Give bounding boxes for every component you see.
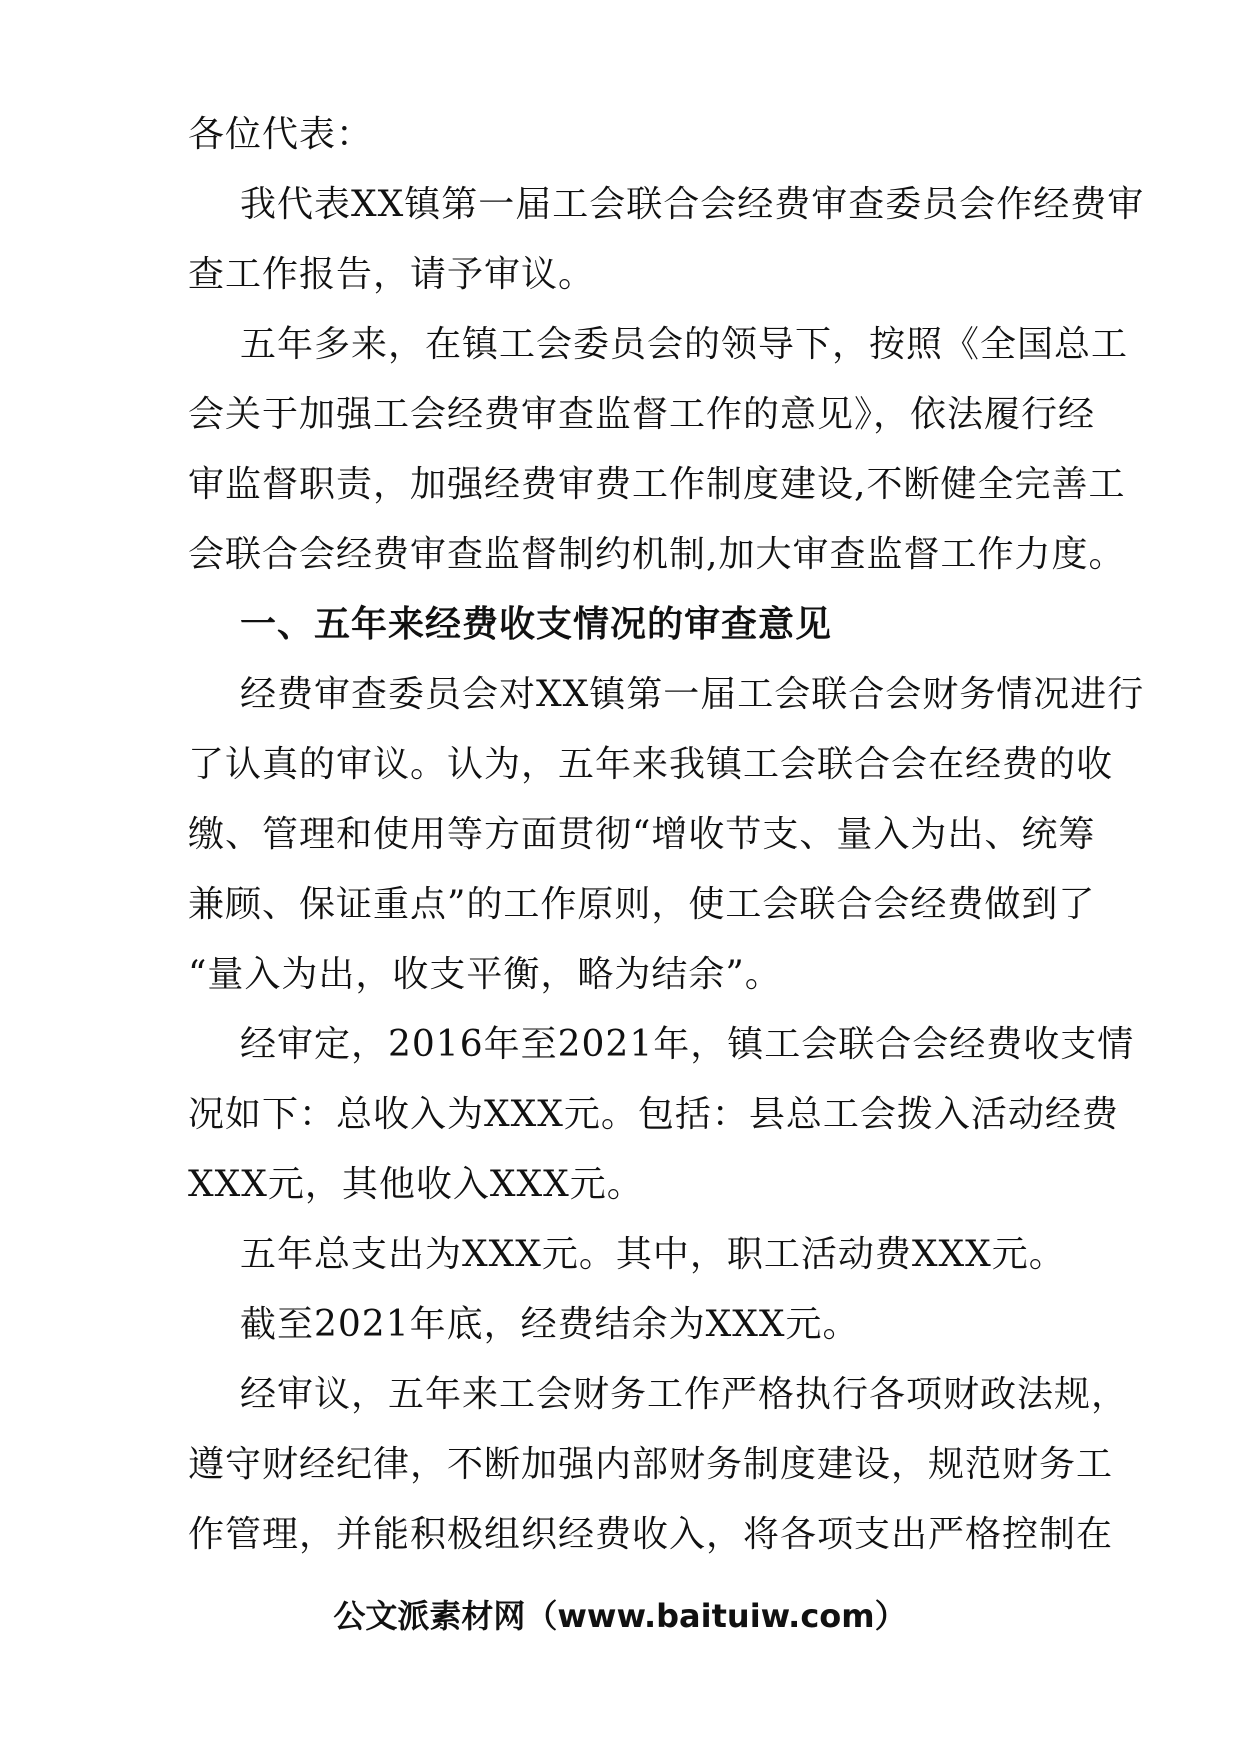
paragraph-line: 会联合会经费审查监督制约机制,加大审查监督工作力度。 — [188, 534, 1126, 575]
paragraph-line: 经审定，2016年至2021年，镇工会联合会经费收支情 — [240, 1024, 1135, 1065]
salutation: 各位代表： — [188, 114, 374, 155]
paragraph-line: 经费审查委员会对XX镇第一届工会联合会财务情况进行 — [240, 674, 1145, 715]
paragraph-line: 兼顾、保证重点”的工作原则，使工会联合会经费做到了 — [188, 884, 1096, 925]
paragraph-line: 我代表XX镇第一届工会联合会经费审查委员会作经费审 — [240, 184, 1145, 225]
paragraph-line: 截至2021年底，经费结余为XXX元。 — [240, 1304, 860, 1345]
paragraph-line: 五年多来，在镇工会委员会的领导下，按照《全国总工 — [240, 324, 1129, 365]
footer-watermark: 公文派素材网（www.baituiw.com） — [333, 1597, 907, 1635]
paragraph-line: “量入为出，收支平衡，略为结余”。 — [188, 954, 782, 995]
paragraph — [188, 1290, 1068, 1360]
document-body — [188, 100, 1145, 1570]
paragraph-line: 作管理，并能积极组织经费收入，将各项支出严格控制在 — [188, 1514, 1114, 1555]
paragraph — [188, 170, 1145, 310]
paragraph-line: 遵守财经纪律，不断加强内部财务制度建设，规范财务工 — [188, 1444, 1114, 1485]
paragraph — [188, 1220, 1068, 1290]
paragraph — [188, 1360, 1129, 1570]
paragraph — [188, 1010, 1135, 1220]
paragraph-line: 查工作报告，请予审议。 — [188, 254, 596, 295]
paragraph-line: 缴、管理和使用等方面贯彻“增收节支、量入为出、统筹 — [188, 814, 1096, 855]
paragraph-line: 况如下：总收入为XXX元。包括：县总工会拨入活动经费 — [188, 1094, 1119, 1135]
paragraph-line: 五年总支出为XXX元。其中，职工活动费XXX元。 — [240, 1234, 1066, 1275]
section-heading: 一、五年来经费收支情况的审查意见 — [240, 604, 833, 645]
paragraph — [188, 310, 1129, 590]
paragraph-line: 了认真的审议。认为，五年来我镇工会联合会在经费的收 — [188, 744, 1114, 785]
paragraph — [188, 660, 1145, 1010]
paragraph-line: XXX元，其他收入XXX元。 — [188, 1164, 644, 1205]
paragraph-line: 审监督职责，加强经费审费工作制度建设,不断健全完善工 — [188, 464, 1126, 505]
paragraph-line: 会关于加强工会经费审查监督工作的意见》，依法履行经 — [188, 394, 1096, 435]
paragraph-line: 经审议，五年来工会财务工作严格执行各项财政法规， — [240, 1374, 1129, 1415]
